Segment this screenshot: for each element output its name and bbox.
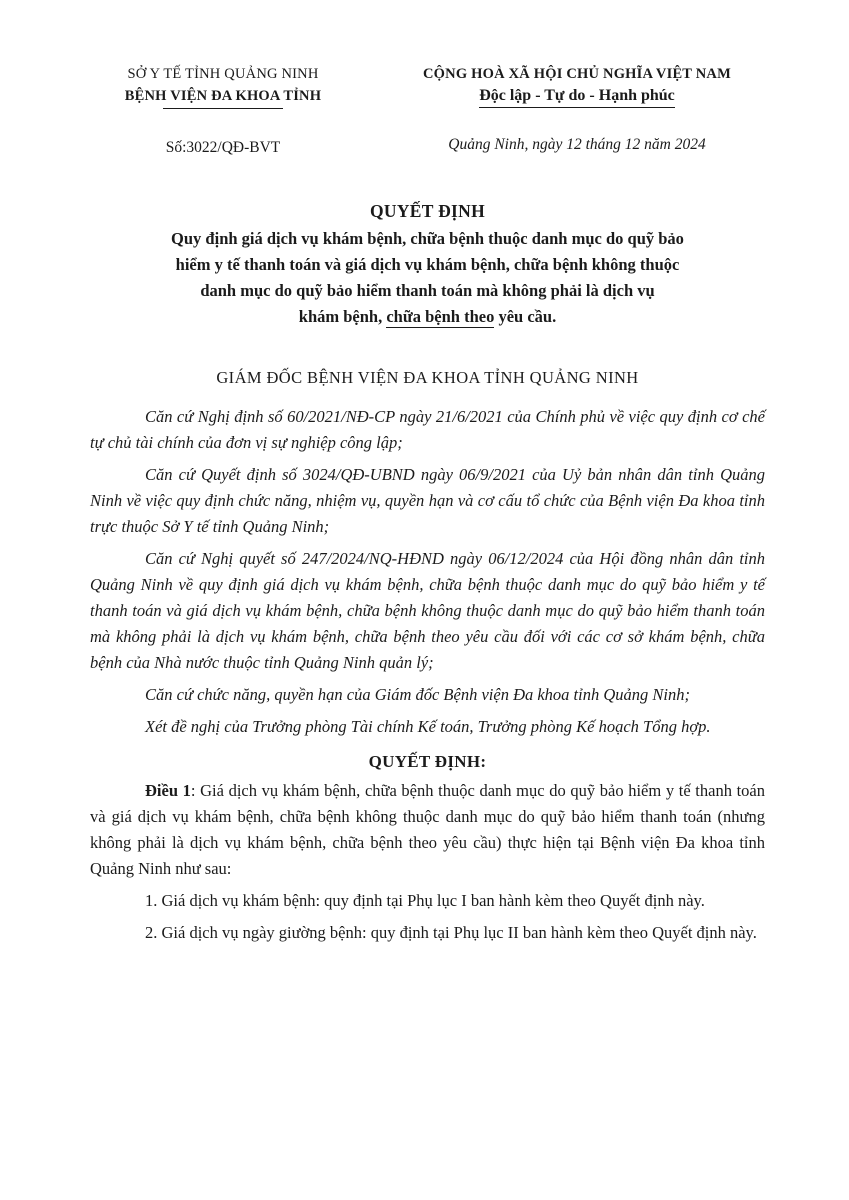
subtitle-line4-pre: khám bệnh, bbox=[298, 307, 383, 326]
subtitle-line4-underlined: chữa bệnh theo bbox=[386, 307, 495, 326]
document-kind-heading: QUYẾT ĐỊNH bbox=[370, 201, 485, 221]
subtitle-line-3: danh mục do quỹ bảo hiểm thanh toán mà không phải là dịch vụ bbox=[200, 281, 655, 300]
subtitle-line-1: Quy định giá dịch vụ khám bệnh, chữa bệnh thuộc danh mục do quỹ bảo bbox=[171, 229, 684, 248]
preamble-section bbox=[90, 404, 765, 740]
preamble-paragraph: Xét đề nghị của Trưởng phòng Tài chính Kế toán, Trưởng phòng Kế hoạch Tổng hợp. bbox=[145, 717, 711, 736]
article-1-text: : Giá dịch vụ khám bệnh, chữa bệnh thuộc danh mục do quỹ bảo hiểm y tế thanh toán và giá dịch vụ khám bệnh, chữa bệnh không thuộc danh mục do quỹ bảo hiểm thanh toán (nhưng không phải là dịch vụ khám bệnh, chữa bệnh theo yêu cầu) thực hiện tại Bệnh viện Đa khoa tỉnh Quảng Ninh như sau: bbox=[90, 781, 766, 878]
preamble-paragraph: Căn cứ chức năng, quyền hạn của Giám đốc Bệnh viện Đa khoa tỉnh Quảng Ninh; bbox=[145, 685, 690, 704]
issuer-block bbox=[90, 66, 356, 157]
preamble-paragraph: Căn cứ Quyết định số 3024/QĐ-UBND ngày 06/9/2021 của Uỷ bản nhân dân tỉnh Quảng Ninh về việc quy định chức năng, nhiệm vụ, quyền hạn và cơ cấu tổ chức của Bệnh viện Đa khoa tỉnh trực thuộc Sở Y tế tỉnh Quảng Ninh; bbox=[90, 465, 765, 536]
article-1-section bbox=[90, 778, 765, 946]
place-and-date: Quảng Ninh, ngày 12 tháng 12 năm 2024 bbox=[448, 136, 706, 153]
national-motto: Độc lập - Tự do - Hạnh phúc bbox=[479, 87, 675, 108]
preamble-paragraph: Căn cứ Nghị định số 60/2021/NĐ-CP ngày 21/6/2021 của Chính phủ về việc quy định cơ chế tự chủ tài chính của đơn vị sự nghiệp công lập; bbox=[90, 407, 765, 452]
document-number: Số:3022/QĐ-BVT bbox=[165, 139, 281, 156]
national-title: CỘNG HOÀ XÃ HỘI CHỦ NGHĨA VIỆT NAM bbox=[423, 66, 731, 82]
article-1-label: Điều 1 bbox=[145, 781, 191, 800]
national-block bbox=[389, 66, 765, 154]
issuer-parent-org: SỞ Y TẾ TỈNH QUẢNG NINH bbox=[127, 66, 319, 82]
preamble-paragraph: Căn cứ Nghị quyết số 247/2024/NQ-HĐND ngày 06/12/2024 của Hội đồng nhân dân tỉnh Quảng Ninh về quy định giá dịch vụ khám bệnh, chữa bệnh thuộc danh mục do quỹ bảo hiểm y tế thanh toán và giá dịch vụ khám bệnh, chữa bệnh không thuộc danh mục do quỹ bảo hiểm thanh toán mà không phải là dịch vụ khám bệnh, chữa bệnh theo yêu cầu đối với các cơ sở khám bệnh, chữa bệnh của Nhà nước thuộc tỉnh Quảng Ninh quản lý; bbox=[90, 549, 765, 672]
issuer-underline-rule bbox=[163, 108, 283, 109]
subtitle-line-4 bbox=[90, 304, 765, 330]
issuing-authority-line: GIÁM ĐỐC BỆNH VIỆN ĐA KHOA TỈNH QUẢNG NINH bbox=[216, 368, 639, 387]
resolution-heading: QUYẾT ĐỊNH: bbox=[368, 752, 487, 771]
article-1-paragraph bbox=[90, 778, 765, 882]
issuer-org-name: BỆNH VIỆN ĐA KHOA TỈNH bbox=[124, 88, 322, 104]
title-block bbox=[90, 201, 765, 330]
article-1-item-1: 1. Giá dịch vụ khám bệnh: quy định tại Phụ lục I ban hành kèm theo Quyết định này. bbox=[145, 891, 705, 910]
article-1-item-2: 2. Giá dịch vụ ngày giường bệnh: quy định tại Phụ lục II ban hành kèm theo Quyết định này. bbox=[145, 923, 757, 942]
subtitle-line4-post: yêu cầu. bbox=[498, 307, 557, 326]
subtitle-line-2: hiểm y tế thanh toán và giá dịch vụ khám bệnh, chữa bệnh không thuộc bbox=[175, 255, 680, 274]
document-subtitle bbox=[90, 226, 765, 330]
document-header bbox=[90, 66, 765, 157]
